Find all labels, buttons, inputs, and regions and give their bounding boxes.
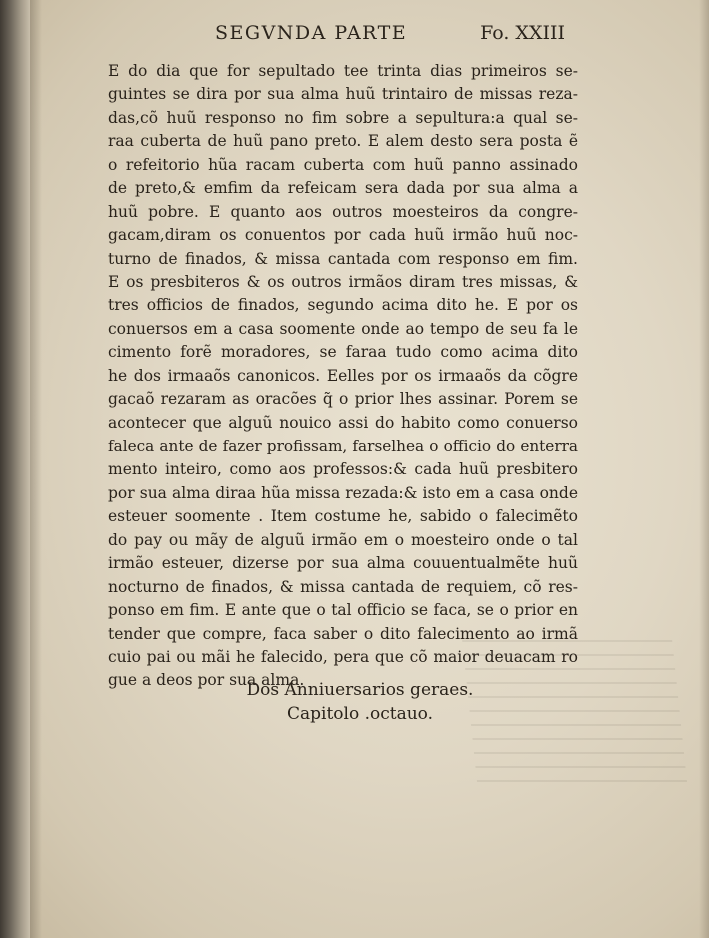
text-line: gacaõ rezaram as oracões q̃ o prior lhes assinar. Porem se [108, 390, 578, 409]
text-line: acontecer que alguũ nouico assi do habito como conuerso [108, 413, 578, 432]
body-text [108, 60, 578, 693]
text-line: de preto,& emfim da refeicam sera dada por sua alma a [108, 179, 578, 198]
chapter-title: Dos Anniuersarios geraes. [246, 680, 474, 700]
text-line: nocturno de finados, & missa cantada de requiem, cõ res- [108, 577, 578, 596]
text-line: o refeitorio hũa racam cuberta com huũ panno assinado [108, 155, 578, 174]
text-line: conuersos em a casa soomente onde ao tempo de seu fa le [108, 319, 578, 338]
text-line: raa cuberta de huũ pano preto. E alem desto sera posta ẽ [108, 132, 578, 151]
text-line: tender que compre, faca saber o dito falecimento ao irmã [108, 624, 578, 643]
text-line: das,cõ huũ responso no fim sobre a sepultura:a qual se- [108, 108, 578, 127]
folio-number: Fo. XXIII [480, 22, 565, 44]
text-line: do pay ou mãy de alguũ irmão em o moesteiro onde o tal [108, 530, 578, 549]
text-line: cimento forẽ moradores, se faraa tudo como acima dito [108, 343, 578, 362]
gutter-shadow [30, 0, 42, 938]
text-line: mento inteiro, como aos professos:& cada huũ presbitero [108, 460, 578, 479]
page-edge-shadow [699, 0, 709, 938]
text-line: ponso em fim. E ante que o tal officio se faca, se o prior en [108, 601, 578, 620]
text-line: esteuer soomente . Item costume he, sabido o falecimẽto [108, 507, 578, 526]
text-line: huũ pobre. E quanto aos outros moesteiros da congre- [108, 202, 578, 221]
text-line: cuio pai ou mãi he falecido, pera que cõ maior deuacam ro [108, 647, 578, 666]
book-binding-gutter [0, 0, 30, 938]
chapter-heading [225, 678, 495, 726]
text-line: por sua alma diraa hũa missa rezada:& isto em a casa onde [108, 483, 578, 502]
chapter-subtitle: Capitolo .octauo. [286, 704, 434, 724]
text-line: gacam,diram os conuentos por cada huũ irmão huũ noc- [108, 226, 578, 245]
running-title: SEGVNDA PARTE [215, 22, 408, 44]
text-line: faleca ante de fazer profissam, farselhea o officio do enterra [108, 437, 578, 455]
text-line: tres officios de finados, segundo acima dito he. E por os [108, 296, 578, 315]
text-line: irmão esteuer, dizerse por sua alma couuentualmẽte huũ [108, 554, 578, 573]
text-line: gue a deos por sua alma. [108, 671, 305, 690]
text-line: E os presbiteros & os outros irmãos diram tres missas, & [108, 272, 578, 291]
text-line: E do dia que for sepultado tee trinta dias primeiros se- [108, 62, 578, 80]
text-line: guintes se dira por sua alma huũ trintairo de missas reza- [108, 85, 578, 104]
text-line: turno de finados, & missa cantada com responso em fim. [108, 249, 578, 268]
text-line: he dos irmaaõs canonicos. Eelles por os irmaaõs da cõgre [108, 366, 578, 385]
running-head [215, 22, 565, 48]
